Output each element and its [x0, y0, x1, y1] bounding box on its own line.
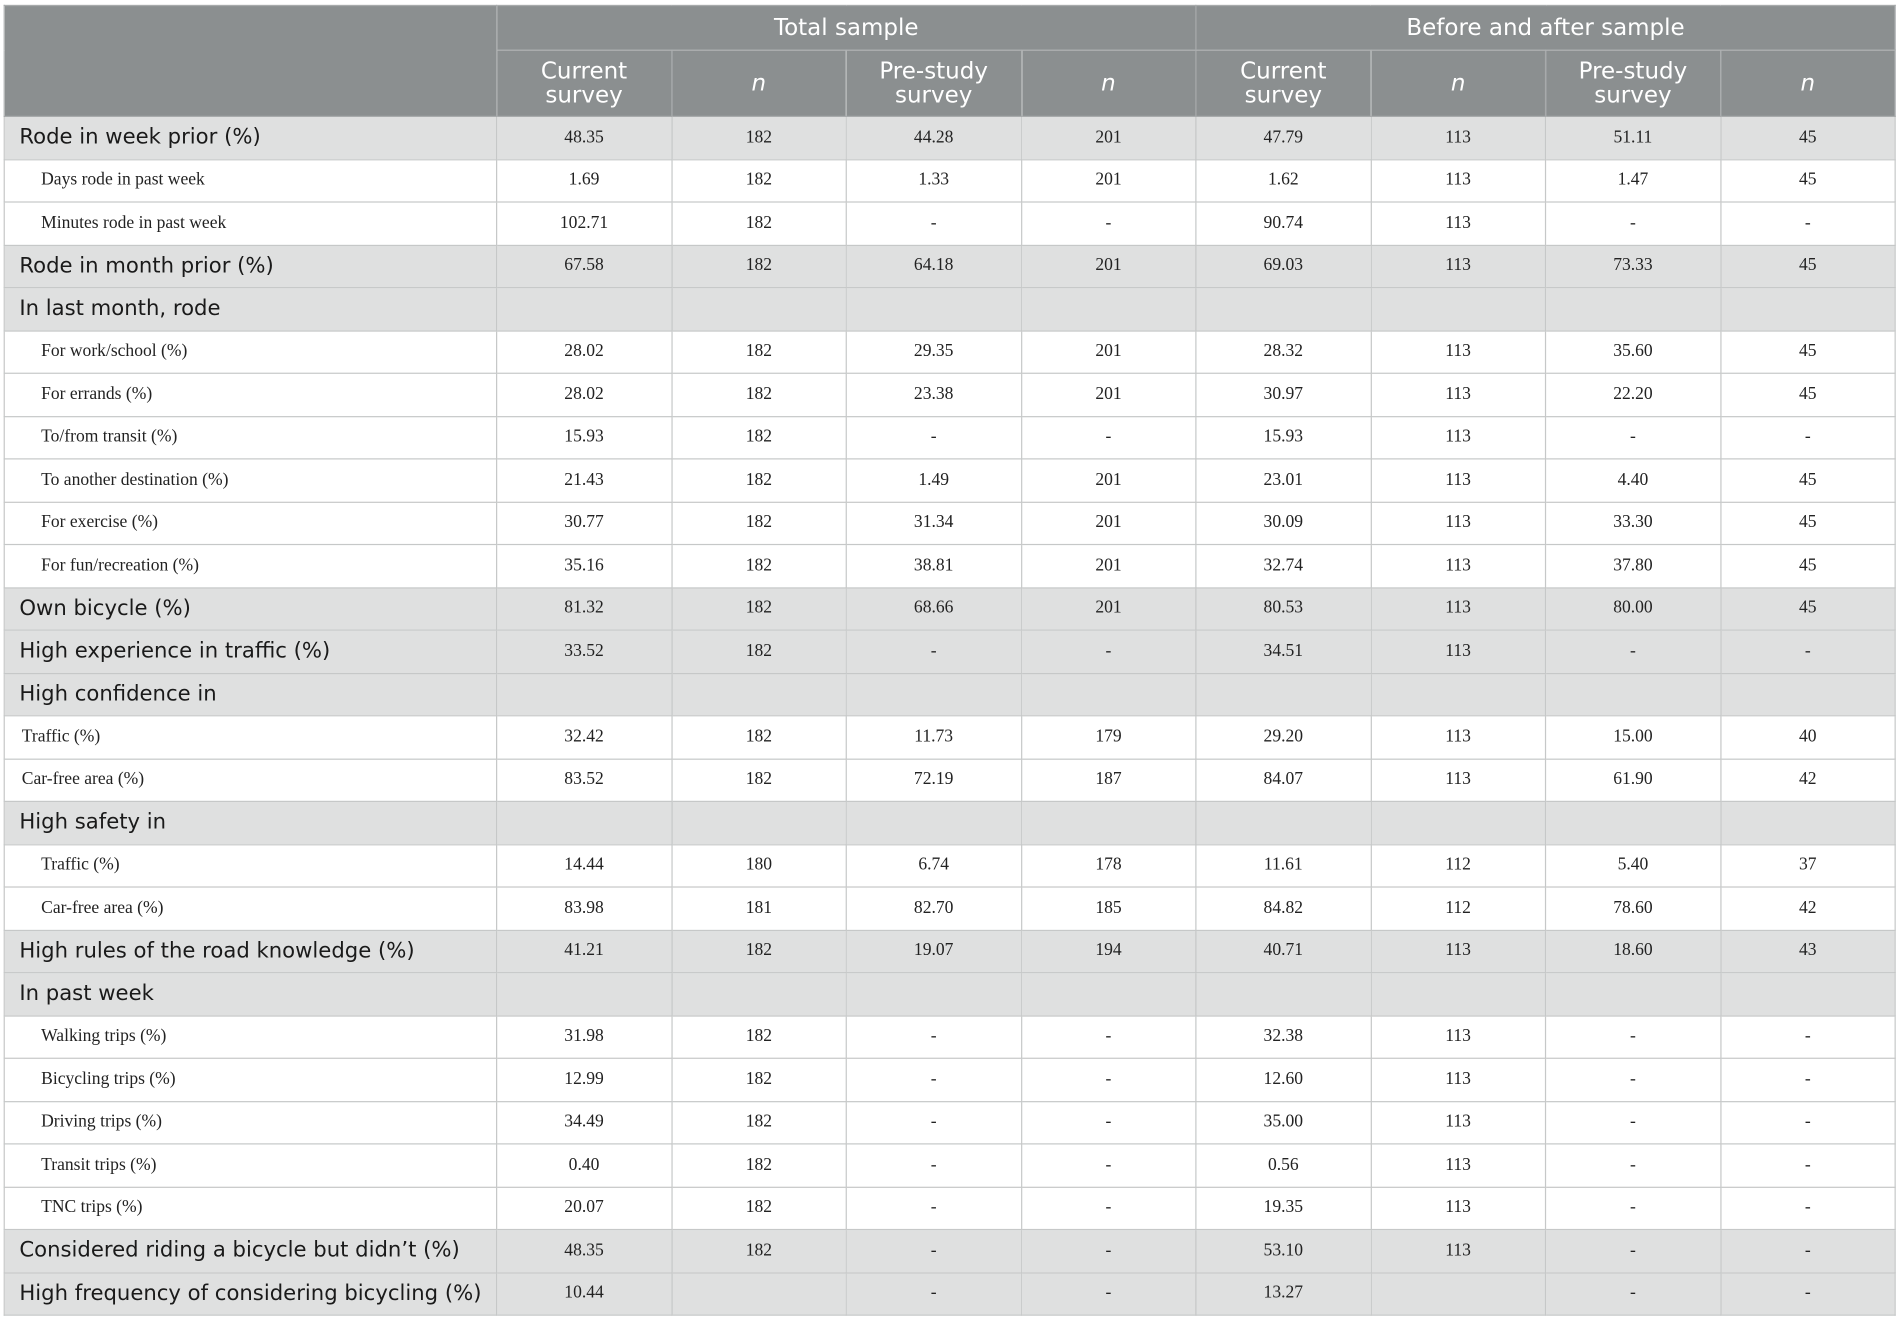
table-cell: 30.09: [1196, 502, 1371, 545]
table-cell: 45: [1720, 116, 1895, 159]
table-cell: 72.19: [846, 759, 1021, 802]
table-cell: -: [1720, 1272, 1895, 1315]
table-cell: 113: [1371, 587, 1546, 630]
table-row: [4, 844, 1895, 887]
table-cell: [1196, 973, 1371, 1016]
table-cell: 48.35: [497, 1230, 672, 1273]
table-cell: -: [846, 1015, 1021, 1058]
table-cell: 29.35: [846, 330, 1021, 373]
table-cell: [671, 1272, 846, 1315]
table-cell: 1.49: [846, 459, 1021, 502]
row-label: Car-free area (%): [4, 887, 496, 930]
table-cell: 47.79: [1196, 116, 1371, 159]
row-label: Considered riding a bicycle but didn’t (%): [4, 1230, 496, 1273]
results-table: [4, 5, 1896, 1316]
table-cell: 41.21: [497, 930, 672, 973]
table-cell: 182: [671, 416, 846, 459]
table-row: [4, 330, 1895, 373]
table-cell: -: [1021, 1058, 1196, 1101]
table-row: [4, 202, 1895, 245]
row-label: High safety in: [4, 801, 496, 844]
table-cell: 182: [671, 1015, 846, 1058]
table-cell: 182: [671, 630, 846, 673]
table-cell: [671, 801, 846, 844]
table-cell: 113: [1371, 545, 1546, 588]
table-cell: [846, 801, 1021, 844]
table-cell: 32.42: [497, 716, 672, 759]
table-cell: 38.81: [846, 545, 1021, 588]
table-cell: 0.56: [1196, 1144, 1371, 1187]
table-cell: [1196, 801, 1371, 844]
table-cell: 201: [1021, 459, 1196, 502]
table-row: [4, 373, 1895, 416]
column-header-n: n: [1371, 50, 1546, 116]
row-label: High frequency of considering bicycling (%): [4, 1272, 496, 1315]
table-row: [4, 1101, 1895, 1144]
table-cell: 42: [1720, 887, 1895, 930]
table-cell: -: [1546, 1058, 1721, 1101]
table-cell: 13.27: [1196, 1272, 1371, 1315]
group-header-before-after-sample: Before and after sample: [1196, 5, 1895, 50]
table-row: [4, 502, 1895, 545]
table-cell: 15.00: [1546, 716, 1721, 759]
table-cell: 113: [1371, 1144, 1546, 1187]
table-cell: 6.74: [846, 844, 1021, 887]
table-cell: 40: [1720, 716, 1895, 759]
table-cell: [1371, 1272, 1546, 1315]
table-cell: 22.20: [1546, 373, 1721, 416]
table-cell: -: [1021, 630, 1196, 673]
table-cell: -: [1546, 1272, 1721, 1315]
table-cell: [846, 288, 1021, 331]
row-label: Traffic (%): [4, 844, 496, 887]
column-header-n: n: [1021, 50, 1196, 116]
table-cell: 29.20: [1196, 716, 1371, 759]
table-cell: 84.82: [1196, 887, 1371, 930]
table-cell: 1.62: [1196, 159, 1371, 202]
table-cell: 82.70: [846, 887, 1021, 930]
table-cell: 102.71: [497, 202, 672, 245]
table-cell: 51.11: [1546, 116, 1721, 159]
table-cell: 42: [1720, 759, 1895, 802]
table-cell: 21.43: [497, 459, 672, 502]
row-label: Traffic (%): [4, 716, 496, 759]
column-header-n: n: [1720, 50, 1895, 116]
row-label: In last month, rode: [4, 288, 496, 331]
table-row: [4, 416, 1895, 459]
table-cell: 28.32: [1196, 330, 1371, 373]
table-cell: -: [846, 1272, 1021, 1315]
column-header-pre-study-survey: [1546, 50, 1721, 116]
table-cell: 45: [1720, 330, 1895, 373]
table-cell: 113: [1371, 1058, 1546, 1101]
table-cell: -: [1021, 1101, 1196, 1144]
table-cell: 33.30: [1546, 502, 1721, 545]
table-cell: [1021, 801, 1196, 844]
table-cell: 45: [1720, 459, 1895, 502]
table-cell: 44.28: [846, 116, 1021, 159]
table-cell: 113: [1371, 502, 1546, 545]
table-cell: 80.53: [1196, 587, 1371, 630]
row-label: Transit trips (%): [4, 1144, 496, 1187]
table-cell: [1371, 973, 1546, 1016]
table-cell: 4.40: [1546, 459, 1721, 502]
column-header-text: Current survey: [1240, 57, 1327, 109]
table-cell: -: [1720, 1187, 1895, 1230]
table-cell: [846, 673, 1021, 716]
row-label: Driving trips (%): [4, 1101, 496, 1144]
table-cell: 20.07: [497, 1187, 672, 1230]
table-cell: 181: [671, 887, 846, 930]
table-cell: 19.35: [1196, 1187, 1371, 1230]
column-header-text: Pre-study survey: [879, 57, 988, 109]
table-cell: 113: [1371, 202, 1546, 245]
category-row: [4, 930, 1895, 973]
table-cell: [1546, 801, 1721, 844]
row-label: To/from transit (%): [4, 416, 496, 459]
table-cell: [1546, 288, 1721, 331]
table-cell: 34.49: [497, 1101, 672, 1144]
table-cell: 182: [671, 159, 846, 202]
table-cell: [497, 801, 672, 844]
table-cell: 179: [1021, 716, 1196, 759]
table-cell: 113: [1371, 159, 1546, 202]
table-cell: -: [1021, 1187, 1196, 1230]
table-cell: 0.40: [497, 1144, 672, 1187]
table-cell: 201: [1021, 330, 1196, 373]
table-cell: -: [1546, 1101, 1721, 1144]
table-cell: 185: [1021, 887, 1196, 930]
group-header-total-sample: Total sample: [497, 5, 1196, 50]
table-cell: 18.60: [1546, 930, 1721, 973]
table-cell: 80.00: [1546, 587, 1721, 630]
table-cell: 113: [1371, 1101, 1546, 1144]
table-cell: -: [1021, 1272, 1196, 1315]
table-cell: [671, 673, 846, 716]
table-cell: -: [1720, 630, 1895, 673]
row-label: TNC trips (%): [4, 1187, 496, 1230]
table-cell: 35.16: [497, 545, 672, 588]
table-row: [4, 759, 1895, 802]
row-label: Rode in month prior (%): [4, 245, 496, 288]
row-label: For exercise (%): [4, 502, 496, 545]
category-row: [4, 673, 1895, 716]
table-cell: 113: [1371, 459, 1546, 502]
table-row: [4, 545, 1895, 588]
table-cell: -: [1021, 1015, 1196, 1058]
table-cell: 182: [671, 459, 846, 502]
table-cell: 113: [1371, 1187, 1546, 1230]
table-cell: 31.98: [497, 1015, 672, 1058]
table-cell: 33.52: [497, 630, 672, 673]
table-cell: 23.38: [846, 373, 1021, 416]
row-label: High rules of the road knowledge (%): [4, 930, 496, 973]
table-cell: [1546, 973, 1721, 1016]
table-row: [4, 459, 1895, 502]
category-row: [4, 1272, 1895, 1315]
table-cell: 78.60: [1546, 887, 1721, 930]
table-cell: -: [1546, 1187, 1721, 1230]
table-cell: 61.90: [1546, 759, 1721, 802]
table-cell: 45: [1720, 587, 1895, 630]
table-cell: [1720, 673, 1895, 716]
table-cell: [497, 288, 672, 331]
row-label: Own bicycle (%): [4, 587, 496, 630]
table-cell: 182: [671, 245, 846, 288]
table-cell: [1021, 973, 1196, 1016]
category-row: [4, 116, 1895, 159]
row-label: For fun/recreation (%): [4, 545, 496, 588]
table-cell: 201: [1021, 502, 1196, 545]
table-cell: 113: [1371, 630, 1546, 673]
row-label: Car-free area (%): [4, 759, 496, 802]
table-cell: 34.51: [1196, 630, 1371, 673]
table-cell: 1.33: [846, 159, 1021, 202]
category-row: [4, 973, 1895, 1016]
table-cell: -: [1021, 202, 1196, 245]
table-cell: 28.02: [497, 373, 672, 416]
table-cell: [1546, 673, 1721, 716]
category-row: [4, 245, 1895, 288]
table-cell: -: [1546, 1144, 1721, 1187]
table-cell: 194: [1021, 930, 1196, 973]
table-cell: 81.32: [497, 587, 672, 630]
table-cell: 182: [671, 502, 846, 545]
table-cell: 1.69: [497, 159, 672, 202]
table-cell: [1021, 288, 1196, 331]
row-label: High experience in traffic (%): [4, 630, 496, 673]
table-cell: [1720, 801, 1895, 844]
table-cell: 201: [1021, 159, 1196, 202]
table-cell: 45: [1720, 373, 1895, 416]
table-cell: -: [1021, 416, 1196, 459]
row-label: Days rode in past week: [4, 159, 496, 202]
table-cell: 201: [1021, 116, 1196, 159]
table-cell: -: [1720, 1230, 1895, 1273]
column-header-current-survey: [1196, 50, 1371, 116]
table-cell: 112: [1371, 887, 1546, 930]
table-cell: 113: [1371, 759, 1546, 802]
row-label: High confidence in: [4, 673, 496, 716]
table-cell: 201: [1021, 373, 1196, 416]
table-cell: [1720, 973, 1895, 1016]
table-cell: 182: [671, 716, 846, 759]
column-header-text: Current survey: [540, 57, 628, 109]
table-cell: 182: [671, 545, 846, 588]
category-row: [4, 288, 1895, 331]
table-cell: 182: [671, 930, 846, 973]
table-cell: [1196, 673, 1371, 716]
table-cell: 5.40: [1546, 844, 1721, 887]
table-cell: -: [846, 1101, 1021, 1144]
column-header-current-survey: [497, 50, 672, 116]
table-cell: 35.00: [1196, 1101, 1371, 1144]
table-cell: 201: [1021, 545, 1196, 588]
table-cell: 113: [1371, 116, 1546, 159]
table-cell: 68.66: [846, 587, 1021, 630]
table-cell: -: [1546, 416, 1721, 459]
table-cell: -: [846, 1144, 1021, 1187]
table-cell: 113: [1371, 1015, 1546, 1058]
table-cell: 23.01: [1196, 459, 1371, 502]
table-cell: 28.02: [497, 330, 672, 373]
table-cell: 182: [671, 1101, 846, 1144]
column-header-n: n: [671, 50, 846, 116]
table-cell: 64.18: [846, 245, 1021, 288]
table-row: [4, 1187, 1895, 1230]
table-cell: 113: [1371, 245, 1546, 288]
table-cell: -: [1720, 202, 1895, 245]
row-label: Bicycling trips (%): [4, 1058, 496, 1101]
table-row: [4, 1144, 1895, 1187]
table-row: [4, 1015, 1895, 1058]
table-cell: 45: [1720, 159, 1895, 202]
table-cell: 178: [1021, 844, 1196, 887]
table-cell: 201: [1021, 587, 1196, 630]
row-label: For errands (%): [4, 373, 496, 416]
table-cell: 182: [671, 1230, 846, 1273]
table-cell: 182: [671, 587, 846, 630]
table-cell: [1196, 288, 1371, 331]
table-cell: 201: [1021, 245, 1196, 288]
table-cell: -: [1546, 1015, 1721, 1058]
table-cell: 12.60: [1196, 1058, 1371, 1101]
table-cell: [1371, 673, 1546, 716]
table-cell: 69.03: [1196, 245, 1371, 288]
table-cell: 83.98: [497, 887, 672, 930]
table-cell: -: [1720, 1144, 1895, 1187]
table-cell: 31.34: [846, 502, 1021, 545]
table-cell: [846, 973, 1021, 1016]
category-row: [4, 801, 1895, 844]
table-cell: 83.52: [497, 759, 672, 802]
table-cell: 113: [1371, 716, 1546, 759]
table-cell: [1021, 673, 1196, 716]
category-row: [4, 587, 1895, 630]
table-cell: -: [846, 416, 1021, 459]
table-cell: 48.35: [497, 116, 672, 159]
table-cell: 12.99: [497, 1058, 672, 1101]
table-cell: 15.93: [497, 416, 672, 459]
table-cell: 182: [671, 759, 846, 802]
table-cell: 10.44: [497, 1272, 672, 1315]
table-cell: 113: [1371, 373, 1546, 416]
table-cell: 73.33: [1546, 245, 1721, 288]
table-cell: 112: [1371, 844, 1546, 887]
table-cell: -: [1546, 630, 1721, 673]
table-cell: [497, 973, 672, 1016]
table-cell: 113: [1371, 1230, 1546, 1273]
table-cell: 182: [671, 202, 846, 245]
category-row: [4, 630, 1895, 673]
table-cell: 84.07: [1196, 759, 1371, 802]
table-cell: -: [846, 630, 1021, 673]
table-cell: -: [846, 1058, 1021, 1101]
table-cell: 15.93: [1196, 416, 1371, 459]
table-cell: 30.97: [1196, 373, 1371, 416]
table-cell: 32.38: [1196, 1015, 1371, 1058]
table-row: [4, 716, 1895, 759]
column-header-pre-study-survey: [846, 50, 1021, 116]
table-cell: [671, 288, 846, 331]
table-cell: 11.73: [846, 716, 1021, 759]
table-cell: -: [846, 202, 1021, 245]
row-label: In past week: [4, 973, 496, 1016]
table-cell: 45: [1720, 545, 1895, 588]
table-body: [4, 116, 1895, 1315]
row-label: To another destination (%): [4, 459, 496, 502]
table-cell: 45: [1720, 502, 1895, 545]
table-cell: 37.80: [1546, 545, 1721, 588]
row-label: Rode in week prior (%): [4, 116, 496, 159]
table-row: [4, 1058, 1895, 1101]
header-blank-cell: [4, 5, 496, 116]
column-header-text: Pre-study survey: [1578, 57, 1688, 109]
table-cell: -: [1720, 1058, 1895, 1101]
row-label: For work/school (%): [4, 330, 496, 373]
row-label: Minutes rode in past week: [4, 202, 496, 245]
table-cell: 14.44: [497, 844, 672, 887]
table-cell: -: [1021, 1144, 1196, 1187]
table-cell: -: [1021, 1230, 1196, 1273]
table-row: [4, 887, 1895, 930]
table-cell: 19.07: [846, 930, 1021, 973]
table-cell: 182: [671, 116, 846, 159]
table-cell: 11.61: [1196, 844, 1371, 887]
table-cell: 182: [671, 1187, 846, 1230]
table-cell: [1371, 288, 1546, 331]
table-cell: 182: [671, 373, 846, 416]
table-cell: -: [846, 1230, 1021, 1273]
table-cell: [1371, 801, 1546, 844]
row-label: Walking trips (%): [4, 1015, 496, 1058]
table-cell: -: [1720, 1015, 1895, 1058]
table-row: [4, 159, 1895, 202]
table-cell: [671, 973, 846, 1016]
table-cell: 40.71: [1196, 930, 1371, 973]
table-cell: 113: [1371, 930, 1546, 973]
table-cell: 113: [1371, 416, 1546, 459]
table-cell: -: [1720, 1101, 1895, 1144]
table-cell: 113: [1371, 330, 1546, 373]
table-cell: [1720, 288, 1895, 331]
table-cell: 182: [671, 330, 846, 373]
table-cell: -: [846, 1187, 1021, 1230]
table-cell: 35.60: [1546, 330, 1721, 373]
table-cell: 30.77: [497, 502, 672, 545]
table-cell: [497, 673, 672, 716]
table-cell: 180: [671, 844, 846, 887]
table-cell: 45: [1720, 245, 1895, 288]
table-cell: 182: [671, 1058, 846, 1101]
category-row: [4, 1230, 1895, 1273]
table-cell: 43: [1720, 930, 1895, 973]
table-cell: 53.10: [1196, 1230, 1371, 1273]
table-cell: 32.74: [1196, 545, 1371, 588]
table-cell: 1.47: [1546, 159, 1721, 202]
table-cell: 90.74: [1196, 202, 1371, 245]
table-cell: -: [1546, 1230, 1721, 1273]
table-cell: 182: [671, 1144, 846, 1187]
table-cell: 67.58: [497, 245, 672, 288]
header-row-groups: [4, 5, 1895, 50]
table-cell: -: [1546, 202, 1721, 245]
table-cell: 187: [1021, 759, 1196, 802]
table-cell: 37: [1720, 844, 1895, 887]
table-cell: -: [1720, 416, 1895, 459]
